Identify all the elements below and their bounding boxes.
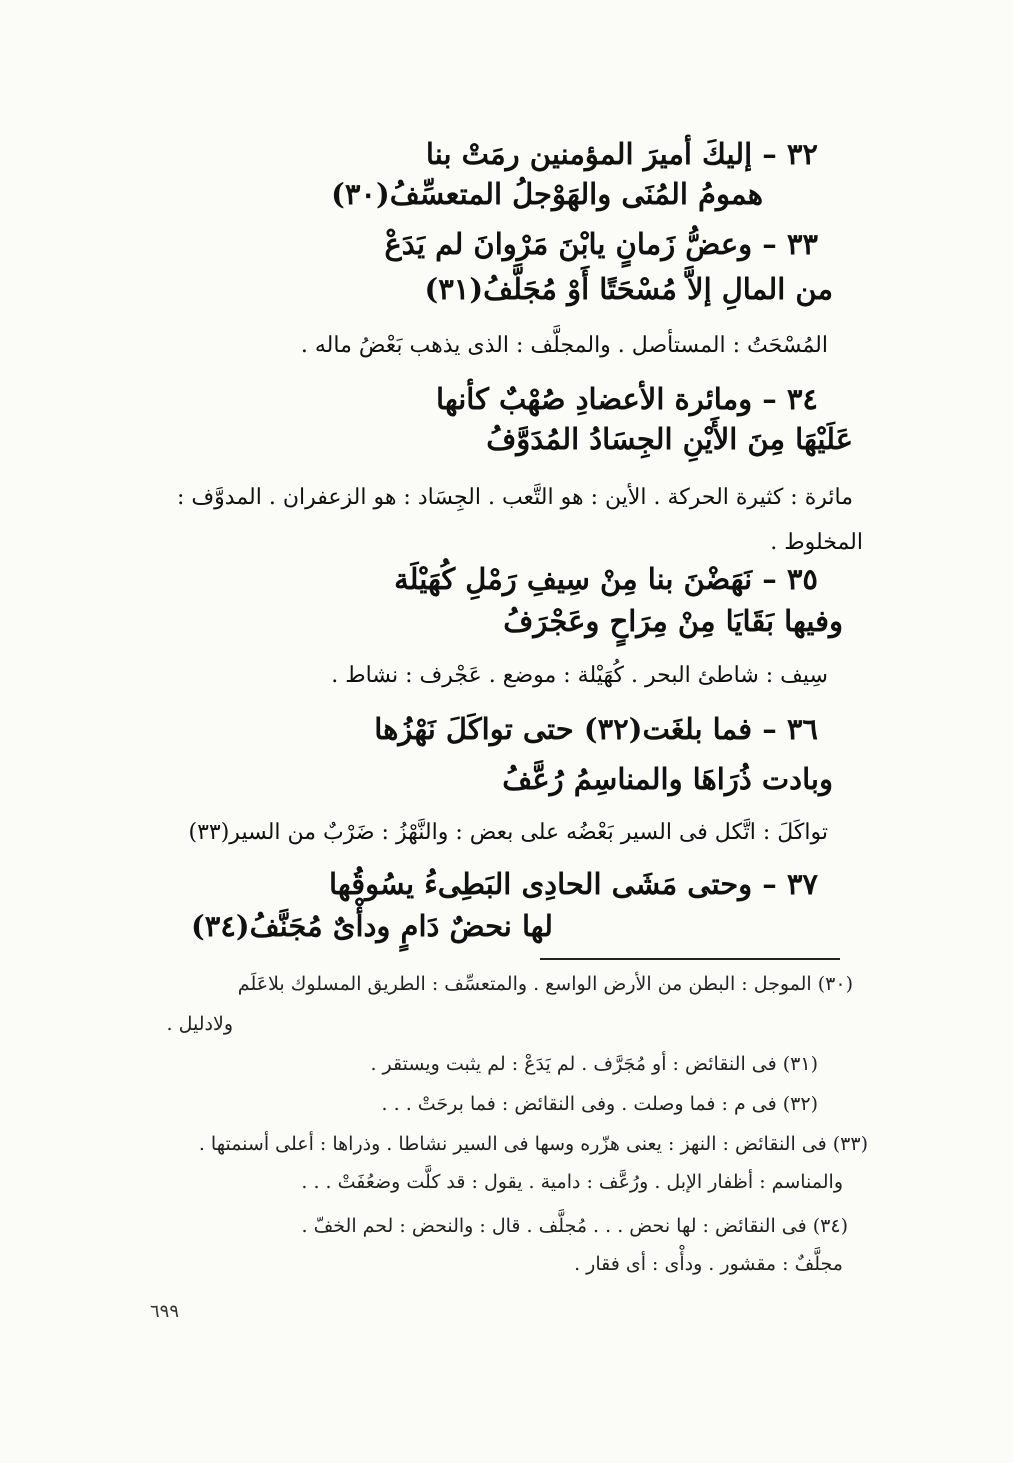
gloss-line: المخلوط . <box>770 530 863 555</box>
verse-line: وفيها بَقَايَا مِنْ مِرَاحٍ وعَجْرَفُ <box>503 604 843 638</box>
gloss-line: تواكَلَ : اتَّكل فى السير بَعْضُه على بعض : والنَّهْزُ : ضَرْبٌ من السير(٣٣) <box>188 820 828 845</box>
footnote-line: ولادليل . <box>166 1013 233 1035</box>
verse-line: لها نحضٌ دَامٍ ودأْىٌ مُجَنَّفُ(٣٤) <box>191 909 553 943</box>
footnote-line: (٣٠) الموجل : البطن من الأرض الواسع . والمتعسِّف : الطريق المسلوك بلاعَلَم <box>237 973 853 995</box>
gloss-line: سِيف : شاطئ البحر . كُهَيْلة : موضع . عَجْرف : نشاط . <box>331 663 828 688</box>
page-number: ٦٩٩ <box>150 1301 180 1322</box>
verse-line: وبادت ذُرَاهَا والمناسِمُ رُعَّفُ <box>502 762 833 796</box>
verse-line: ٣٤ – ومائرة الأعضادِ صُهْبٌ كأنها <box>436 382 818 416</box>
verse-line: ٣٥ – نَهَضْنَ بنا مِنْ سِيفِ رَمْلِ كُهَيْلَة <box>394 562 818 596</box>
verse-line: همومُ المُنَى والهَوْجلُ المتعسِّفُ(٣٠) <box>331 177 763 211</box>
verse-line: ٣٢ – إليكَ أميرَ المؤمنين رمَتْ بنا <box>425 137 818 171</box>
gloss-line: المُسْحَتُ : المستأصل . والمجلَّف : الذى يذهب بَعْضُ ماله . <box>300 333 828 358</box>
footnote-line: مجلَّفٌ : مقشور . ودأْى : أى فقار . <box>574 1253 843 1275</box>
verse-line: ٣٣ – وعضُّ زَمانٍ يابْنَ مَرْوانَ لم يَدَعْ <box>384 227 818 261</box>
footnote-line: (٣٣) فى النقائض : النهز : يعنى هزّره وسها فى السير نشاطا . وذراها : أعلى أسنمتها . <box>198 1133 868 1155</box>
gloss-line: مائرة : كثيرة الحركة . الأين : هو التَّعب . الجِسَاد : هو الزعفران . المدوَّف : <box>176 485 853 510</box>
verse-line: عَلَيْهَا مِنَ الأَيْنِ الجِسَادُ المُدَوَّفُ <box>486 422 853 456</box>
verse-line: ٣٧ – وحتى مَشَى الحادِى البَطِىءُ يسُوقُها <box>329 867 818 901</box>
footnote-separator <box>540 958 840 960</box>
footnote-line: (٣٢) فى م : فما وصلت . وفى النقائض : فما برحَتْ . . . <box>381 1093 818 1115</box>
footnote-line: (٣٤) فى النقائض : لها نحض . . . مُجلَّف . قال : والنحض : لحم الخفّ . <box>301 1215 848 1237</box>
verse-line: من المالِ إلاَّ مُسْحَتًا أَوْ مُجَلَّفُ(٣١) <box>424 272 833 306</box>
footnote-line: (٣١) فى النقائض : أو مُجَرَّف . لم يَدَعْ : لم يثبت ويستقر . <box>370 1053 818 1075</box>
verse-line: ٣٦ – فما بلغَت(٣٢) حتى تواكَلَ نَهْزُها <box>374 712 818 746</box>
footnote-line: والمناسم : أظفار الإبل . ورُعَّف : دامية . يقول : قد كلَّت وضعُفَتْ . . . <box>301 1171 843 1193</box>
